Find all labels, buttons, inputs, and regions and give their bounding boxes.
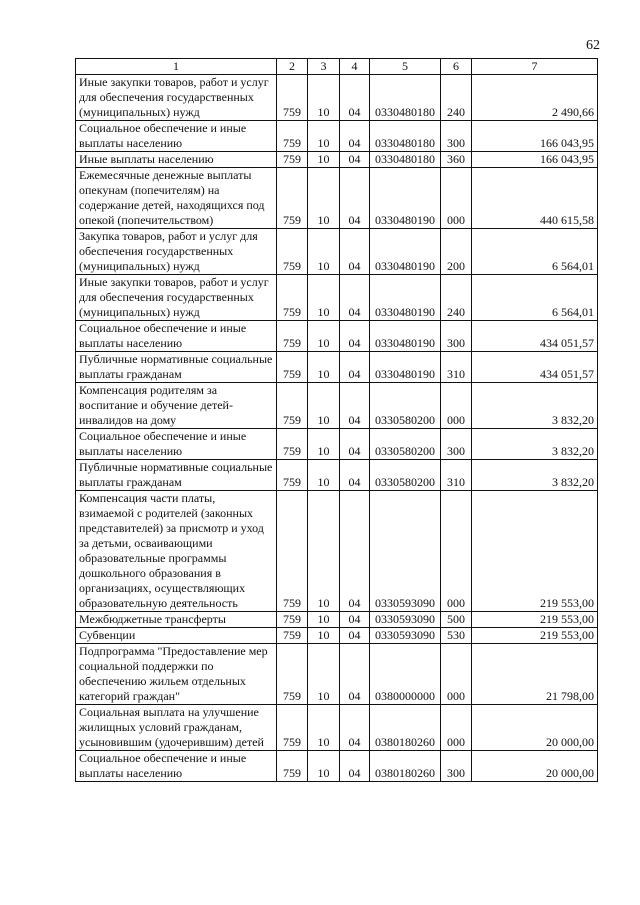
row-name: Закупка товаров, работ и услуг для обеспечения государственных (муниципальных) нужд: [76, 229, 277, 275]
row-grbs: 759: [277, 491, 308, 612]
row-amount: 434 051,57: [472, 321, 598, 352]
column-header: 7: [472, 59, 598, 75]
row-target-article: 0330480190: [370, 275, 441, 321]
row-grbs: 759: [277, 644, 308, 705]
table-row: [76, 275, 598, 321]
table-row: [76, 321, 598, 352]
row-target-article: 0330480180: [370, 152, 441, 168]
row-subsection: 04: [340, 275, 370, 321]
row-subsection: 04: [340, 229, 370, 275]
row-grbs: 759: [277, 121, 308, 152]
row-amount: 2 490,66: [472, 75, 598, 121]
row-target-article: 0330580200: [370, 429, 441, 460]
row-name: Подпрограмма "Предоставление мер социальной поддержки по обеспечению жильем отдельных категорий граждан": [76, 644, 277, 705]
row-expense-type: 530: [441, 628, 472, 644]
row-name: Компенсация родителям за воспитание и обучение детей-инвалидов на дому: [76, 383, 277, 429]
table-row: [76, 751, 598, 782]
row-name: Социальное обеспечение и иные выплаты населению: [76, 429, 277, 460]
column-header: 6: [441, 59, 472, 75]
row-section: 10: [308, 460, 340, 491]
row-expense-type: 300: [441, 321, 472, 352]
table-row: [76, 612, 598, 628]
table-row: [76, 383, 598, 429]
row-expense-type: 000: [441, 491, 472, 612]
row-section: 10: [308, 275, 340, 321]
row-target-article: 0330480190: [370, 321, 441, 352]
row-amount: 440 615,58: [472, 168, 598, 229]
row-grbs: 759: [277, 751, 308, 782]
table-row: [76, 352, 598, 383]
row-expense-type: 000: [441, 705, 472, 751]
row-section: 10: [308, 491, 340, 612]
row-name: Субвенции: [76, 628, 277, 644]
row-amount: 219 553,00: [472, 628, 598, 644]
column-header: 4: [340, 59, 370, 75]
row-expense-type: 310: [441, 460, 472, 491]
column-header: 2: [277, 59, 308, 75]
row-amount: 6 564,01: [472, 229, 598, 275]
row-section: 10: [308, 121, 340, 152]
row-name: Иные закупки товаров, работ и услуг для обеспечения государственных (муниципальных) нужд: [76, 275, 277, 321]
table-row: [76, 628, 598, 644]
row-section: 10: [308, 152, 340, 168]
row-name: Иные выплаты населению: [76, 152, 277, 168]
budget-table: [75, 58, 598, 782]
row-amount: 20 000,00: [472, 705, 598, 751]
table-row: [76, 705, 598, 751]
row-name: Публичные нормативные социальные выплаты гражданам: [76, 352, 277, 383]
row-grbs: 759: [277, 168, 308, 229]
row-target-article: 0330480180: [370, 75, 441, 121]
row-section: 10: [308, 429, 340, 460]
row-section: 10: [308, 751, 340, 782]
row-grbs: 759: [277, 460, 308, 491]
row-expense-type: 360: [441, 152, 472, 168]
table-header-row: [76, 59, 598, 75]
row-subsection: 04: [340, 429, 370, 460]
page-number: 62: [586, 38, 600, 53]
row-subsection: 04: [340, 352, 370, 383]
row-grbs: 759: [277, 429, 308, 460]
table-row: [76, 429, 598, 460]
row-target-article: 0330580200: [370, 383, 441, 429]
row-target-article: 0330480190: [370, 352, 441, 383]
row-amount: 6 564,01: [472, 275, 598, 321]
row-target-article: 0330593090: [370, 612, 441, 628]
row-target-article: 0330480190: [370, 229, 441, 275]
row-amount: 3 832,20: [472, 383, 598, 429]
table-row: [76, 75, 598, 121]
row-subsection: 04: [340, 152, 370, 168]
row-target-article: 0330480190: [370, 168, 441, 229]
row-subsection: 04: [340, 383, 370, 429]
row-subsection: 04: [340, 751, 370, 782]
table-row: [76, 152, 598, 168]
row-section: 10: [308, 168, 340, 229]
row-subsection: 04: [340, 705, 370, 751]
column-header: 3: [308, 59, 340, 75]
table-row: [76, 644, 598, 705]
row-subsection: 04: [340, 628, 370, 644]
row-expense-type: 000: [441, 383, 472, 429]
row-amount: 3 832,20: [472, 460, 598, 491]
column-header: 1: [76, 59, 277, 75]
row-grbs: 759: [277, 705, 308, 751]
row-expense-type: 300: [441, 121, 472, 152]
row-section: 10: [308, 229, 340, 275]
table-row: [76, 460, 598, 491]
row-expense-type: 240: [441, 275, 472, 321]
row-expense-type: 300: [441, 751, 472, 782]
row-name: Социальная выплата на улучшение жилищных условий гражданам, усыновившим (удочерившим) детей: [76, 705, 277, 751]
row-section: 10: [308, 705, 340, 751]
row-subsection: 04: [340, 491, 370, 612]
table-row: [76, 229, 598, 275]
row-grbs: 759: [277, 628, 308, 644]
row-name: Компенсация части платы, взимаемой с родителей (законных представителей) за присмотр и уход за детьми, осваивающими образовательные программы дошкольного образования в организациях, осуществляющих образовательную деятельность: [76, 491, 277, 612]
row-name: Межбюджетные трансферты: [76, 612, 277, 628]
row-amount: 219 553,00: [472, 612, 598, 628]
row-name: Социальное обеспечение и иные выплаты населению: [76, 321, 277, 352]
row-subsection: 04: [340, 321, 370, 352]
row-name: Социальное обеспечение и иные выплаты населению: [76, 751, 277, 782]
row-subsection: 04: [340, 168, 370, 229]
row-name: Публичные нормативные социальные выплаты гражданам: [76, 460, 277, 491]
row-amount: 434 051,57: [472, 352, 598, 383]
row-grbs: 759: [277, 383, 308, 429]
row-grbs: 759: [277, 152, 308, 168]
row-subsection: 04: [340, 121, 370, 152]
table-body: [76, 75, 598, 782]
table-row: [76, 168, 598, 229]
row-target-article: 0380000000: [370, 644, 441, 705]
row-grbs: 759: [277, 229, 308, 275]
row-section: 10: [308, 612, 340, 628]
row-name: Ежемесячные денежные выплаты опекунам (попечителям) на содержание детей, находящихся под опекой (попечительством): [76, 168, 277, 229]
row-amount: 166 043,95: [472, 121, 598, 152]
row-name: Социальное обеспечение и иные выплаты населению: [76, 121, 277, 152]
row-section: 10: [308, 75, 340, 121]
row-expense-type: 500: [441, 612, 472, 628]
row-expense-type: 300: [441, 429, 472, 460]
row-target-article: 0330593090: [370, 628, 441, 644]
row-subsection: 04: [340, 644, 370, 705]
row-subsection: 04: [340, 75, 370, 121]
row-grbs: 759: [277, 612, 308, 628]
row-name: Иные закупки товаров, работ и услуг для обеспечения государственных (муниципальных) нужд: [76, 75, 277, 121]
row-amount: 219 553,00: [472, 491, 598, 612]
column-header: 5: [370, 59, 441, 75]
row-section: 10: [308, 321, 340, 352]
table-row: [76, 121, 598, 152]
row-expense-type: 000: [441, 168, 472, 229]
row-amount: 21 798,00: [472, 644, 598, 705]
row-expense-type: 200: [441, 229, 472, 275]
row-expense-type: 310: [441, 352, 472, 383]
row-grbs: 759: [277, 321, 308, 352]
row-section: 10: [308, 352, 340, 383]
row-expense-type: 240: [441, 75, 472, 121]
row-grbs: 759: [277, 75, 308, 121]
row-subsection: 04: [340, 612, 370, 628]
row-expense-type: 000: [441, 644, 472, 705]
row-section: 10: [308, 644, 340, 705]
row-section: 10: [308, 628, 340, 644]
row-amount: 20 000,00: [472, 751, 598, 782]
row-amount: 166 043,95: [472, 152, 598, 168]
row-target-article: 0330580200: [370, 460, 441, 491]
row-section: 10: [308, 383, 340, 429]
row-amount: 3 832,20: [472, 429, 598, 460]
row-grbs: 759: [277, 275, 308, 321]
row-grbs: 759: [277, 352, 308, 383]
row-target-article: 0380180260: [370, 751, 441, 782]
row-target-article: 0330480180: [370, 121, 441, 152]
row-target-article: 0380180260: [370, 705, 441, 751]
row-subsection: 04: [340, 460, 370, 491]
row-target-article: 0330593090: [370, 491, 441, 612]
table-row: [76, 491, 598, 612]
